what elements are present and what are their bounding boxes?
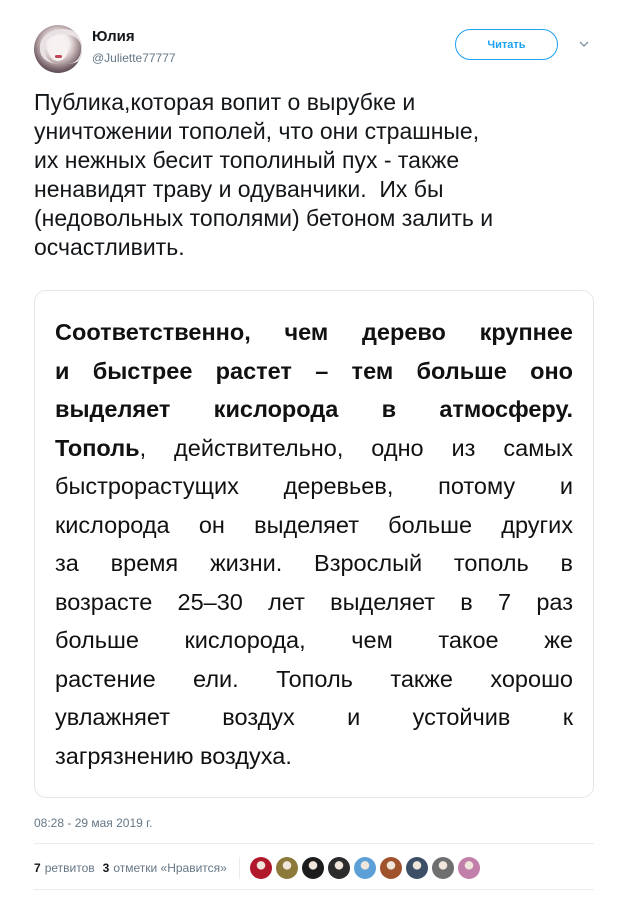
card-line: быстрорастущих деревьев, потому и: [55, 473, 573, 499]
liker-avatar[interactable]: [354, 857, 376, 879]
liker-avatar[interactable]: [250, 857, 272, 879]
card-line: загрязнению воздуха.: [55, 742, 292, 769]
likers-list: [250, 857, 484, 879]
card-line: кислорода он выделяет больше других: [55, 511, 573, 538]
card-line: возрасте 25–30 лет выделяет в 7 раз: [55, 588, 573, 615]
card-line: растение ели. Тополь также хорошо: [55, 665, 573, 692]
tweet-header: [0, 0, 620, 90]
liker-avatar[interactable]: [406, 857, 428, 879]
divider: [34, 843, 594, 844]
retweets-stat[interactable]: 7 ретвитов: [34, 861, 95, 875]
avatar-lips: [55, 55, 62, 58]
chevron-down-icon[interactable]: [578, 38, 590, 50]
liker-avatar[interactable]: [380, 857, 402, 879]
card-line: Тополь, действительно, одно из самых: [55, 434, 573, 461]
card-line: за время жизни. Взрослый тополь в: [55, 550, 573, 576]
user-handle[interactable]: @Juliette77777: [92, 51, 176, 65]
tweet-timestamp[interactable]: 08:28 - 29 мая 2019 г.: [34, 816, 153, 830]
divider: [34, 889, 594, 890]
liker-avatar[interactable]: [432, 857, 454, 879]
liker-avatar[interactable]: [458, 857, 480, 879]
text-image-card[interactable]: [34, 290, 594, 798]
card-line-bold: и быстрее растет – тем больше оно: [55, 357, 573, 384]
card-line-bold: выделяет кислорода в атмосферу.: [55, 396, 573, 422]
likes-stat[interactable]: 3 отметки «Нравится»: [102, 861, 227, 875]
tweet-text: Публика,которая вопит о вырубке и уничтожении тополей, что они страшные, их нежных бесит тополиный пух - также ненавидят траву и одуванчики. Их бы (недовольных тополями) бетоном залить и осчастливить.: [34, 89, 494, 260]
card-line: увлажняет воздух и устойчив к: [55, 704, 573, 730]
follow-button[interactable]: Читать: [455, 29, 558, 60]
liker-avatar[interactable]: [328, 857, 350, 879]
card-line-bold: Соответственно, чем дерево крупнее: [55, 319, 573, 345]
liker-avatar[interactable]: [276, 857, 298, 879]
card-text: [55, 313, 573, 775]
liker-avatar[interactable]: [302, 857, 324, 879]
user-avatar[interactable]: [34, 25, 82, 73]
user-name[interactable]: Юлия: [92, 28, 135, 45]
stats-separator: [239, 857, 240, 879]
tweet-stats: [34, 857, 484, 879]
card-line: больше кислорода, чем такое же: [55, 627, 573, 653]
